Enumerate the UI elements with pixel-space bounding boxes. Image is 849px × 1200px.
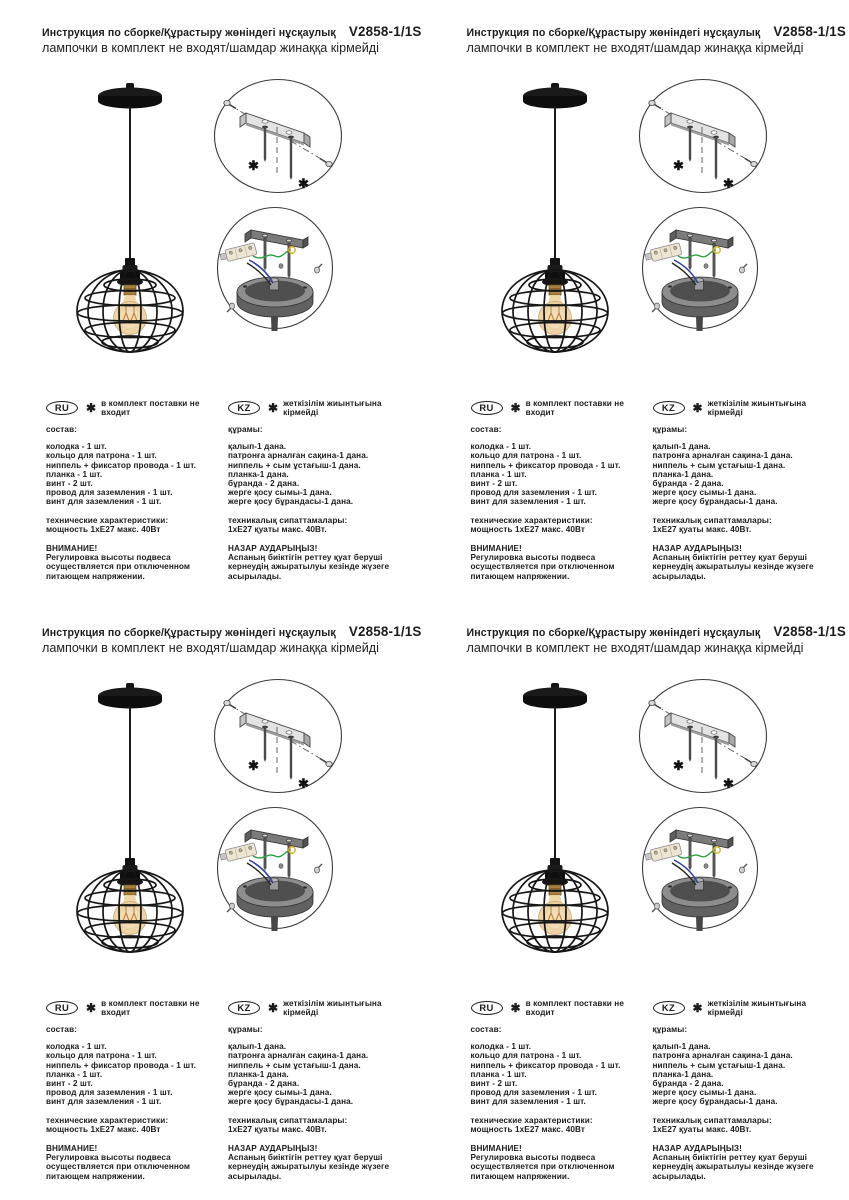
small-screw-icon bbox=[739, 864, 747, 873]
parts-list-item: винт для заземления - 1 шт. bbox=[46, 1097, 162, 1107]
parts-list-item: колодка - 1 шт. bbox=[46, 442, 107, 452]
parts-list-item: ниппель + сым ұстағыш-1 дана. bbox=[228, 1060, 361, 1070]
kz-warning-title: НАЗАР АУДАРЫҢЫЗ! bbox=[652, 1144, 742, 1154]
anchor-screw-icon bbox=[224, 100, 236, 108]
mounting-bracket-callout bbox=[637, 77, 769, 197]
small-screw-icon bbox=[314, 864, 322, 873]
kz-section bbox=[228, 998, 418, 1181]
asterisk-icon: ✱ bbox=[86, 401, 97, 415]
tech-title: технические характеристики: bbox=[470, 1115, 593, 1125]
bracket-plate-drawing bbox=[240, 713, 310, 747]
parts-list-item: планка-1 дана. bbox=[652, 469, 714, 479]
anchor-screw-icon bbox=[648, 700, 660, 708]
parts-list-item: кольцо для патрона - 1 шт. bbox=[470, 1051, 582, 1061]
terminal-block-drawing bbox=[219, 243, 257, 263]
asterisk-icon: ✱ bbox=[510, 1001, 521, 1015]
small-screw-icon bbox=[739, 264, 747, 273]
kz-warning-title: НАЗАР АУДАРЫҢЫЗ! bbox=[228, 1144, 318, 1154]
parts-list-item: колодка - 1 шт. bbox=[46, 1042, 107, 1052]
parts-list-item: планка - 1 шт. bbox=[46, 469, 103, 479]
bracket-plate-drawing bbox=[665, 713, 735, 747]
header-subtitle: лампочки в комплект не входят/шамдар жинаққа кірмейді bbox=[42, 41, 379, 55]
ru-section bbox=[470, 398, 649, 581]
parts-list-item: патронға арналған сақина-1 дана. bbox=[652, 1051, 793, 1061]
asterisk-icon: ✱ bbox=[86, 1001, 97, 1015]
ru-badge: RU bbox=[471, 401, 503, 415]
ru-section bbox=[46, 398, 224, 581]
not-included-asterisk: ✱ bbox=[248, 158, 259, 173]
parts-list-item: бұранда - 2 дана. bbox=[228, 1079, 300, 1089]
ru-parts-list bbox=[471, 442, 649, 506]
tech-title: техникалық сипаттамалары: bbox=[228, 515, 348, 525]
asterisk-icon: ✱ bbox=[692, 401, 703, 415]
asterisk-icon: ✱ bbox=[510, 401, 521, 415]
not-included-asterisk: ✱ bbox=[722, 176, 734, 191]
instruction-quadrant bbox=[425, 0, 849, 600]
parts-list-item: планка - 1 шт. bbox=[470, 1069, 527, 1079]
parts-list-item: провод для заземления - 1 шт. bbox=[46, 488, 173, 498]
parts-list-item: ниппель + фиксатор провода - 1 шт. bbox=[470, 1060, 621, 1070]
header-title: Инструкция по сборке/Құрастыру жөніндегі нұсқаулық bbox=[466, 627, 761, 639]
bracket-plate-drawing bbox=[665, 113, 735, 147]
small-screw-icon bbox=[279, 264, 283, 269]
kz-warning-text: Аспаның биіктігін реттеу қуат беруші кернеудің ажыратылуы кезінде жүзеге асырылады. bbox=[652, 1153, 814, 1181]
parts-list-item: планка-1 дана. bbox=[652, 1069, 714, 1079]
model-number: V2858-1/1S bbox=[348, 624, 422, 639]
kz-tech-specs bbox=[653, 1116, 843, 1134]
parts-list-item: планка - 1 шт. bbox=[470, 469, 527, 479]
kz-badge: KZ bbox=[228, 1001, 260, 1015]
parts-list-item: провод для заземления - 1 шт. bbox=[470, 488, 598, 498]
kz-warning-title: НАЗАР АУДАРЫҢЫЗ! bbox=[652, 544, 742, 554]
ru-not-included-note: в комплект поставки не входит bbox=[525, 398, 624, 417]
parts-list-item: винт - 2 шт. bbox=[46, 1079, 93, 1089]
small-screw-icon bbox=[704, 864, 708, 869]
mounting-bracket-callout bbox=[212, 77, 344, 197]
canopy-wiring-callout bbox=[215, 806, 335, 932]
ru-warning-title: ВНИМАНИЕ! bbox=[470, 544, 522, 554]
header-title: Инструкция по сборке/Құрастыру жөніндегі нұсқаулық bbox=[42, 27, 336, 39]
kz-parts-list bbox=[228, 1042, 418, 1106]
parts-list-item: винт - 2 шт. bbox=[46, 479, 93, 489]
parts-list-item: патронға арналған сақина-1 дана. bbox=[228, 1051, 369, 1061]
model-number: V2858-1/1S bbox=[348, 24, 422, 39]
tech-value: 1хЕ27 қуаты макс. 40Вт. bbox=[228, 1124, 327, 1134]
kz-badge: KZ bbox=[653, 401, 685, 415]
asterisk-icon: ✱ bbox=[268, 401, 279, 415]
kz-tech-specs bbox=[653, 516, 843, 534]
tech-value: 1хЕ27 қуаты макс. 40Вт. bbox=[652, 1124, 752, 1134]
parts-list-item: жерге қосу сымы-1 дана. bbox=[228, 488, 332, 498]
tech-value: мощность 1хЕ27 макс. 40Вт bbox=[46, 524, 161, 534]
ceiling-cap-drawing bbox=[523, 83, 587, 109]
not-included-asterisk: ✱ bbox=[672, 758, 684, 773]
parts-list-item: жерге қосу сымы-1 дана. bbox=[652, 1088, 757, 1098]
ru-warning-text: Регулировка высоты подвеса осуществляется при отключенном питающем напряжении. bbox=[470, 553, 615, 581]
parts-list-item: винт для заземления - 1 шт. bbox=[470, 1097, 586, 1107]
not-included-asterisk: ✱ bbox=[672, 158, 684, 173]
header-subtitle: лампочки в комплект не входят/шамдар жинаққа кірмейді bbox=[42, 641, 379, 655]
tech-value: мощность 1хЕ27 макс. 40Вт bbox=[470, 524, 586, 534]
tech-title: технические характеристики: bbox=[46, 515, 169, 525]
ru-list-title: состав: bbox=[470, 1025, 502, 1034]
parts-list-item: қалып-1 дана. bbox=[228, 1042, 287, 1052]
anchor-screw-icon bbox=[745, 759, 757, 767]
ru-tech-specs bbox=[46, 516, 224, 534]
parts-list-item: жерге қосу бұрандасы-1 дана. bbox=[652, 1097, 778, 1107]
cord-drawing bbox=[554, 706, 556, 860]
small-screw-icon bbox=[279, 864, 283, 869]
parts-list-item: ниппель + сым ұстағыш-1 дана. bbox=[652, 1060, 786, 1070]
parts-list-item: бұранда - 2 дана. bbox=[652, 479, 724, 489]
header-subtitle: лампочки в комплект не входят/шамдар жинаққа кірмейді bbox=[466, 641, 804, 655]
ground-wire-drawing bbox=[678, 251, 713, 258]
small-screw-icon bbox=[704, 264, 708, 269]
parts-list-item: провод для заземления - 1 шт. bbox=[46, 1088, 173, 1098]
ru-tech-specs bbox=[46, 1116, 224, 1134]
kz-warning-title: НАЗАР АУДАРЫҢЫЗ! bbox=[228, 544, 318, 554]
ru-parts-list bbox=[471, 1042, 649, 1106]
terminal-block-drawing bbox=[644, 843, 682, 863]
ceiling-cap-drawing bbox=[523, 683, 587, 709]
kz-section bbox=[652, 998, 843, 1181]
header-title: Инструкция по сборке/Құрастыру жөніндегі нұсқаулық bbox=[42, 627, 336, 639]
bracket-plate-drawing bbox=[240, 113, 310, 147]
mounting-bracket-callout bbox=[637, 677, 769, 797]
kz-list-title: құрамы: bbox=[228, 425, 263, 434]
mounting-screw-icon bbox=[264, 237, 266, 271]
kz-not-included-note: жеткізілім жиынтығына кірмейді bbox=[283, 998, 382, 1017]
ru-warning-text: Регулировка высоты подвеса осуществляется при отключенном питающем напряжении. bbox=[470, 1153, 615, 1181]
small-screw-icon bbox=[652, 303, 660, 312]
not-included-asterisk: ✱ bbox=[248, 758, 259, 773]
pendant-lamp-drawing bbox=[46, 680, 216, 956]
instruction-quadrant bbox=[0, 600, 425, 1200]
ceiling-cap-drawing bbox=[98, 683, 162, 709]
tech-value: мощность 1хЕ27 макс. 40Вт bbox=[46, 1124, 161, 1134]
tech-title: техникалық сипаттамалары: bbox=[652, 515, 772, 525]
ru-not-included-note: в комплект поставки не входит bbox=[525, 998, 624, 1017]
parts-list-item: винт для заземления - 1 шт. bbox=[470, 497, 586, 507]
ceiling-cap-drawing bbox=[98, 83, 162, 109]
mounting-bracket-callout bbox=[212, 677, 344, 797]
not-included-asterisk: ✱ bbox=[298, 776, 309, 791]
kz-list-title: құрамы: bbox=[652, 425, 688, 434]
ground-wire-drawing bbox=[253, 851, 288, 858]
quadrant-header bbox=[466, 624, 847, 655]
parts-list-item: жерге қосу бұрандасы-1 дана. bbox=[228, 497, 354, 507]
small-screw-icon bbox=[227, 303, 235, 312]
kz-parts-list bbox=[228, 442, 418, 506]
not-included-asterisk: ✱ bbox=[298, 176, 309, 191]
pendant-lamp-drawing bbox=[471, 680, 641, 956]
ground-wire-drawing bbox=[678, 851, 713, 858]
kz-warning-text: Аспаның биіктігін реттеу қуат беруші кернеудің ажыратылуы кезінде жүзеге асырылады. bbox=[228, 1153, 390, 1181]
pendant-lamp-drawing bbox=[471, 80, 641, 356]
header-subtitle: лампочки в комплект не входят/шамдар жинаққа кірмейді bbox=[466, 41, 804, 55]
parts-list-item: жерге қосу сымы-1 дана. bbox=[228, 1088, 332, 1098]
kz-warning-text: Аспаның биіктігін реттеу қуат беруші кернеудің ажыратылуы кезінде жүзеге асырылады. bbox=[228, 553, 390, 581]
small-screw-icon bbox=[227, 903, 235, 912]
tech-title: технические характеристики: bbox=[470, 515, 593, 525]
anchor-screw-icon bbox=[320, 759, 332, 767]
kz-list-title: құрамы: bbox=[652, 1025, 688, 1034]
ru-list-title: состав: bbox=[46, 1025, 78, 1034]
ru-section bbox=[46, 998, 224, 1181]
tech-value: 1хЕ27 қуаты макс. 40Вт. bbox=[652, 524, 752, 534]
kz-section bbox=[652, 398, 843, 581]
ru-warning-title: ВНИМАНИЕ! bbox=[470, 1144, 522, 1154]
ru-not-included-note: в комплект поставки не входит bbox=[101, 398, 200, 417]
ru-badge: RU bbox=[46, 401, 78, 415]
canopy-wiring-callout bbox=[640, 806, 760, 932]
parts-list-item: колодка - 1 шт. bbox=[470, 1042, 532, 1052]
parts-list-item: кольцо для патрона - 1 шт. bbox=[470, 451, 582, 461]
small-screw-icon bbox=[652, 903, 660, 912]
parts-list-item: жерге қосу бұрандасы-1 дана. bbox=[652, 497, 778, 507]
ru-parts-list bbox=[46, 1042, 224, 1106]
mounting-screw-icon bbox=[688, 837, 690, 871]
small-screw-icon bbox=[314, 264, 322, 273]
ru-warning-title: ВНИМАНИЕ! bbox=[46, 1144, 98, 1154]
parts-list-item: провод для заземления - 1 шт. bbox=[470, 1088, 598, 1098]
kz-not-included-note: жеткізілім жиынтығына кірмейді bbox=[283, 398, 382, 417]
instruction-quadrant bbox=[0, 0, 425, 600]
ru-list-title: состав: bbox=[46, 425, 78, 434]
anchor-screw-icon bbox=[320, 159, 332, 167]
parts-list-item: бұранда - 2 дана. bbox=[652, 1079, 724, 1089]
parts-list-item: кольцо для патрона - 1 шт. bbox=[46, 451, 157, 461]
anchor-screw-icon bbox=[224, 700, 236, 708]
parts-list-item: планка - 1 шт. bbox=[46, 1069, 103, 1079]
kz-list-title: құрамы: bbox=[228, 1025, 263, 1034]
ru-list-title: состав: bbox=[470, 425, 502, 434]
ru-badge: RU bbox=[471, 1001, 503, 1015]
parts-list-item: патронға арналған сақина-1 дана. bbox=[228, 451, 369, 461]
tech-title: технические характеристики: bbox=[46, 1115, 169, 1125]
parts-list-item: ниппель + фиксатор провода - 1 шт. bbox=[46, 1060, 196, 1070]
parts-list-item: винт - 2 шт. bbox=[470, 479, 518, 489]
ru-parts-list bbox=[46, 442, 224, 506]
parts-list-item: қалып-1 дана. bbox=[652, 442, 711, 452]
asterisk-icon: ✱ bbox=[268, 1001, 279, 1015]
ru-tech-specs bbox=[471, 1116, 649, 1134]
ru-tech-specs bbox=[471, 516, 649, 534]
kz-parts-list bbox=[653, 1042, 843, 1106]
quadrant-header bbox=[466, 24, 847, 55]
ru-warning-text: Регулировка высоты подвеса осуществляется при отключенном питающем напряжении. bbox=[46, 1153, 191, 1181]
kz-not-included-note: жеткізілім жиынтығына кірмейді bbox=[707, 398, 807, 417]
mounting-screw-icon bbox=[688, 237, 690, 271]
mounting-screw-icon bbox=[264, 837, 266, 871]
parts-list-item: қалып-1 дана. bbox=[228, 442, 287, 452]
tech-title: техникалық сипаттамалары: bbox=[652, 1115, 772, 1125]
tech-value: мощность 1хЕ27 макс. 40Вт bbox=[470, 1124, 586, 1134]
cord-drawing bbox=[129, 106, 131, 260]
quadrant-header bbox=[42, 624, 422, 655]
kz-parts-list bbox=[653, 442, 843, 506]
kz-badge: KZ bbox=[653, 1001, 685, 1015]
parts-list-item: жерге қосу сымы-1 дана. bbox=[652, 488, 757, 498]
anchor-screw-icon bbox=[648, 100, 660, 108]
ru-warning-text: Регулировка высоты подвеса осуществляется при отключенном питающем напряжении. bbox=[46, 553, 191, 581]
ru-warning-title: ВНИМАНИЕ! bbox=[46, 544, 98, 554]
anchor-screw-icon bbox=[745, 159, 757, 167]
pendant-lamp-drawing bbox=[46, 80, 216, 356]
parts-list-item: винт - 2 шт. bbox=[470, 1079, 518, 1089]
parts-list-item: кольцо для патрона - 1 шт. bbox=[46, 1051, 157, 1061]
asterisk-icon: ✱ bbox=[692, 1001, 703, 1015]
parts-list-item: жерге қосу бұрандасы-1 дана. bbox=[228, 1097, 354, 1107]
not-included-asterisk: ✱ bbox=[722, 776, 734, 791]
parts-list-item: планка-1 дана. bbox=[228, 1069, 289, 1079]
kz-not-included-note: жеткізілім жиынтығына кірмейді bbox=[707, 998, 807, 1017]
parts-list-item: бұранда - 2 дана. bbox=[228, 479, 300, 489]
canopy-wiring-callout bbox=[215, 206, 335, 332]
parts-list-item: патронға арналған сақина-1 дана. bbox=[652, 451, 793, 461]
parts-list-item: қалып-1 дана. bbox=[652, 1042, 711, 1052]
tech-title: техникалық сипаттамалары: bbox=[228, 1115, 348, 1125]
terminal-block-drawing bbox=[219, 843, 257, 863]
cord-drawing bbox=[129, 706, 131, 860]
ground-wire-drawing bbox=[253, 251, 288, 258]
model-number: V2858-1/1S bbox=[773, 24, 847, 39]
instruction-quadrant bbox=[425, 600, 849, 1200]
canopy-wiring-callout bbox=[640, 206, 760, 332]
parts-list-item: ниппель + сым ұстағыш-1 дана. bbox=[228, 460, 361, 470]
kz-warning-text: Аспаның биіктігін реттеу қуат беруші кернеудің ажыратылуы кезінде жүзеге асырылады. bbox=[652, 553, 814, 581]
quadrant-header bbox=[42, 24, 422, 55]
parts-list-item: ниппель + фиксатор провода - 1 шт. bbox=[46, 460, 196, 470]
header-title: Инструкция по сборке/Құрастыру жөніндегі нұсқаулық bbox=[466, 27, 761, 39]
parts-list-item: ниппель + сым ұстағыш-1 дана. bbox=[652, 460, 786, 470]
kz-tech-specs bbox=[228, 516, 418, 534]
ru-section bbox=[470, 998, 649, 1181]
tech-value: 1хЕ27 қуаты макс. 40Вт. bbox=[228, 524, 327, 534]
parts-list-item: планка-1 дана. bbox=[228, 469, 289, 479]
model-number: V2858-1/1S bbox=[773, 624, 847, 639]
terminal-block-drawing bbox=[644, 243, 682, 263]
cord-drawing bbox=[554, 106, 556, 260]
parts-list-item: винт для заземления - 1 шт. bbox=[46, 497, 162, 507]
parts-list-item: ниппель + фиксатор провода - 1 шт. bbox=[470, 460, 621, 470]
kz-section bbox=[228, 398, 418, 581]
kz-badge: KZ bbox=[228, 401, 260, 415]
ru-badge: RU bbox=[46, 1001, 78, 1015]
parts-list-item: колодка - 1 шт. bbox=[470, 442, 532, 452]
ru-not-included-note: в комплект поставки не входит bbox=[101, 998, 200, 1017]
kz-tech-specs bbox=[228, 1116, 418, 1134]
